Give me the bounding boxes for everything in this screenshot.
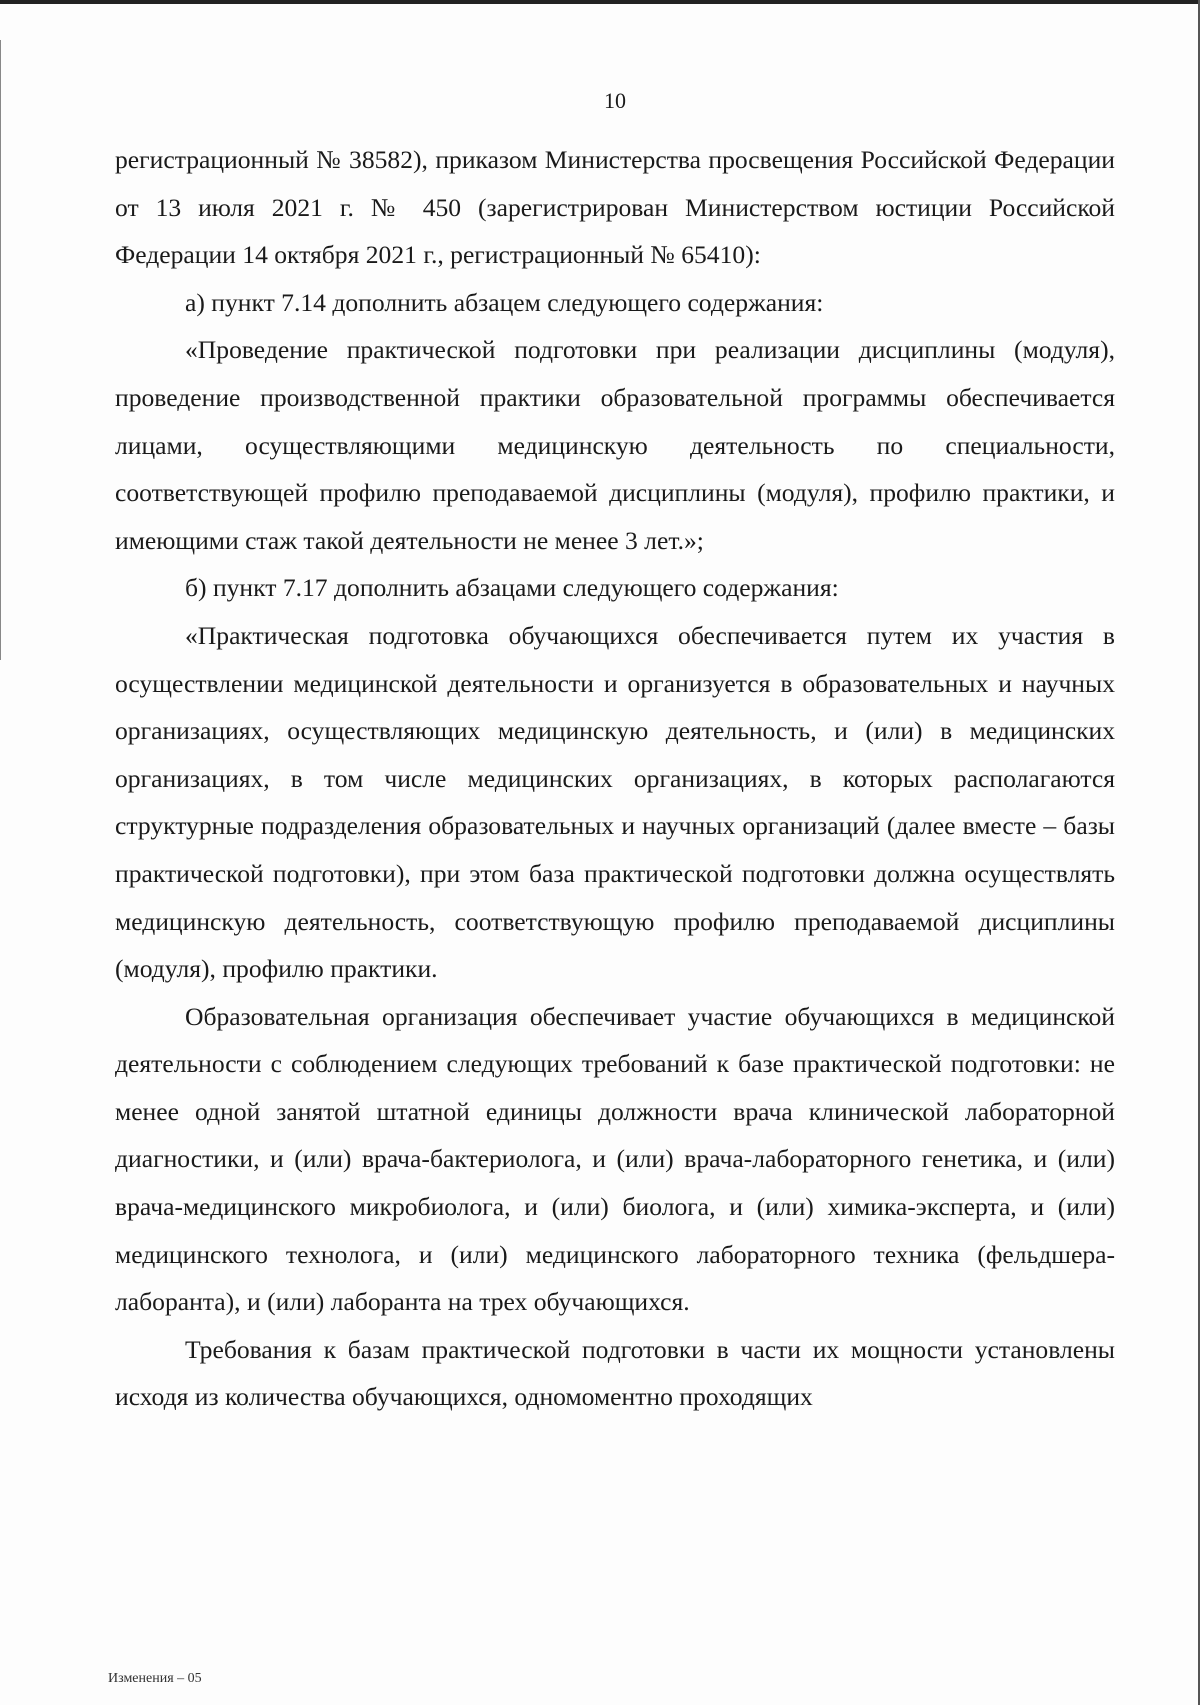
document-body bbox=[115, 136, 1115, 1421]
page-number: 10 bbox=[604, 88, 626, 113]
scan-edge-left bbox=[0, 40, 1, 660]
paragraph-item-b-content: «Практическая подготовка обучающихся обеспечивается путем их участия в осуществлении медицинской деятельности и организуется в образовательных и научных организациях, осуществляющих медицинскую деятельность, и (или) в медицинских организациях, в том числе медицинских организациях, в которых располагаются структурные подразделения образовательных и научных организаций (далее вместе – базы практической подготовки), при этом база практической подготовки должна осуществлять медицинскую деятельность, соответствующую профилю преподаваемой дисциплины (модуля), профилю практики. bbox=[115, 620, 1115, 984]
paragraph-capacity: Требования к базам практической подготовки в части их мощности установлены исходя из количества обучающихся, одномоментно проходящих bbox=[115, 1334, 1115, 1412]
paragraph-item-a-content: «Проведение практической подготовки при реализации дисциплины (модуля), проведение производственной практики образовательной программы обеспечивается лицами, осуществляющими медицинскую деятельность по специальности, соответствующей профилю преподаваемой дисциплины (модуля), профилю практики, и имеющими стаж такой деятельности не менее 3 лет.»; bbox=[115, 335, 1115, 555]
paragraph-item-b: б) пункт 7.17 дополнить абзацами следующего содержания: bbox=[185, 573, 839, 603]
footer-revision: Изменения – 05 bbox=[108, 1671, 202, 1686]
paragraph-item-a: а) пункт 7.14 дополнить абзацем следующего содержания: bbox=[185, 287, 824, 317]
scan-edge-top bbox=[0, 0, 1200, 4]
paragraph-requirements: Образовательная организация обеспечивает участие обучающихся в медицинской деятельности с соблюдением следующих требований к базе практической подготовки: не менее одной занятой штатной единицы должности врача клинической лабораторной диагностики, и (или) врача-бактериолога, и (или) врача-лабораторного генетика, и (или) врача-медицинского микробиолога, и (или) биолога, и (или) химика-эксперта, и (или) медицинского технолога, и (или) медицинского лабораторного техника (фельдшера-лаборанта), и (или) лаборанта на трех обучающихся. bbox=[115, 1001, 1115, 1317]
paragraph-registration: регистрационный № 38582), приказом Министерства просвещения Российской Федерации от 13 июля 2021 г. № 450 (зарегистрирован Министерством юстиции Российской Федерации 14 октября 2021 г., регистрационный № 65410): bbox=[115, 145, 1115, 270]
